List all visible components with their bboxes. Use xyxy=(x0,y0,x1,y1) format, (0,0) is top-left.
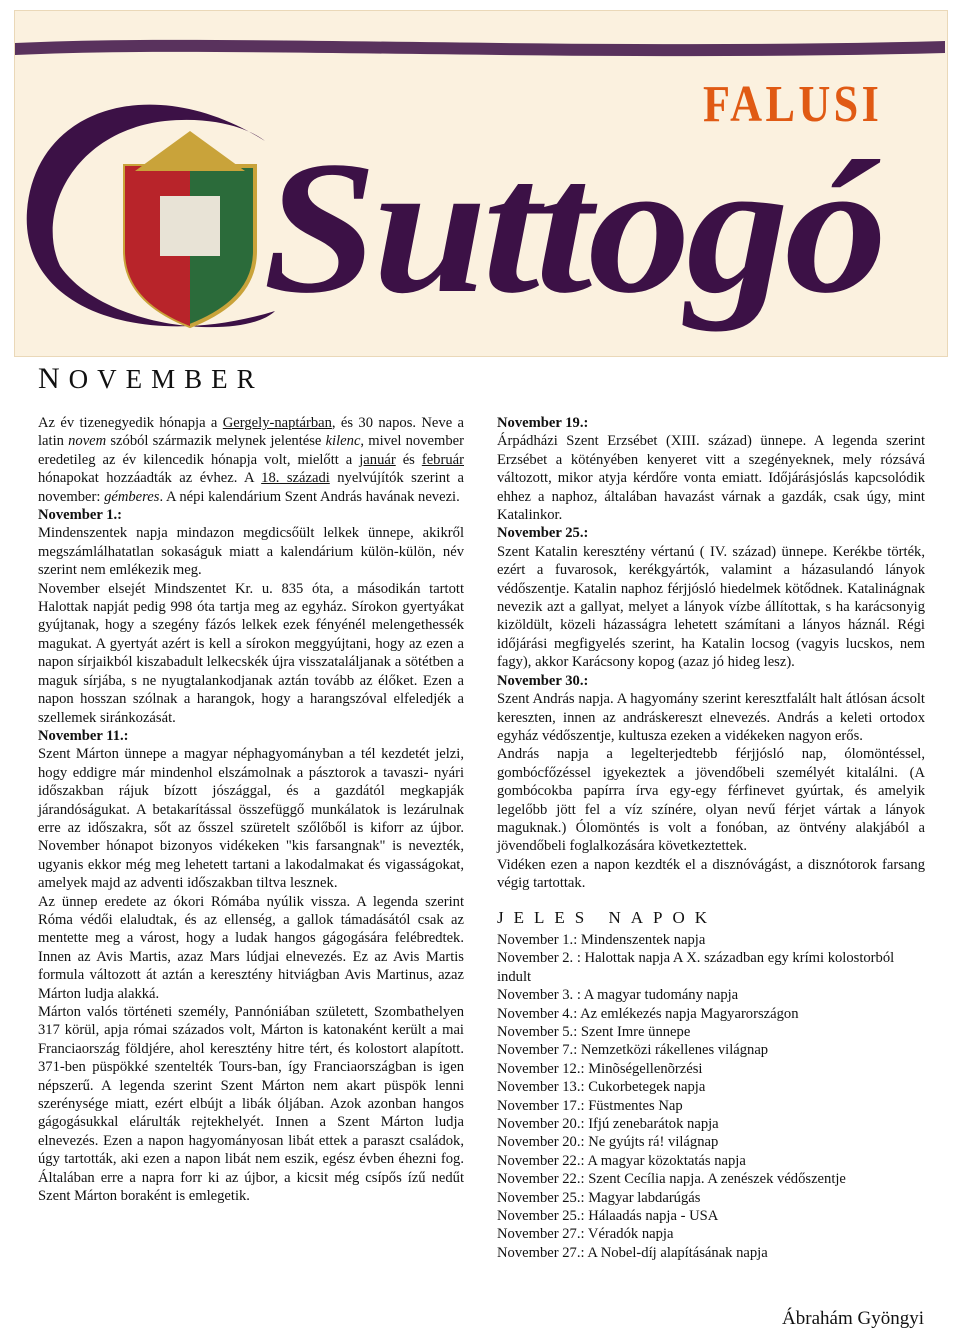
list-item: November 27.: A Nobel-díj alapításának napja xyxy=(497,1244,768,1261)
left-column xyxy=(38,414,464,1205)
intro-paragraph xyxy=(38,414,464,506)
nov30-paragraph-3: Vidéken ezen a napon kezdték el a disznóvágást, a disznótorok farsang végig tartottak. xyxy=(497,856,925,892)
list-item: November 5.: Szent Imre ünnepe xyxy=(497,1024,691,1040)
intro-run[interactable]: Gergely-naptárban xyxy=(222,415,332,431)
nov30-heading: November 30.: xyxy=(497,672,589,689)
right-column xyxy=(497,414,925,1262)
list-item: November 13.: Cukorbetegek napja xyxy=(497,1079,706,1096)
list-item: November 17.: Füstmentes Nap xyxy=(497,1097,683,1114)
intro-run: novem xyxy=(68,433,107,450)
list-item: November 27.: Véradók napja xyxy=(497,1226,674,1243)
nov1-paragraph-1: Mindenszentek napja mindazon megdicsőült lelkek ünnepe, akikről megszámlálhatatlan sokaságuk miatt a kalendárium külön-külön, név szerint nem emlékezik meg. xyxy=(38,525,464,579)
nov11-paragraph-1: Szent Márton ünnepe a magyar néphagyományban a tél kezdetét jelzi, hogy eddigre már mindenhol elszámolnak a pásztorok a tavaszi- nyári időszakban rájuk bízott jószággal, és a gazdától megkapják járandóságukat. A betakarítással összefüggő munkálatok is lezárulnak erre az időszakra, sőt az ősszel szüretelt szőlőből is kiforr az újbor. November hónapot bizonyos vidékeken "kis farsangnak" is nevezték, ugyanis ekkor még meg lehetett tartani a lakodalmakat és vigasságokat, amelyek majd az adventi időszakban tiltva lesznek. xyxy=(38,746,464,892)
intro-run[interactable]: 18. századi xyxy=(261,470,330,487)
list-item: November 22.: Szent Cecília napja. A zenészek védőszentje xyxy=(497,1171,846,1188)
intro-run[interactable]: február xyxy=(421,451,464,468)
nov19-paragraph: Árpádházi Szent Erzsébet (XIII. század) ünnepe. A legenda szerint Erzsébet a kötényében kenyeret vitt a szegényeknek, mely rózsává változott, mikor atyja kérdőre vonta emiatt. Időjárásjóslás kapcsolódik ehhez a naphoz, általában havazást várnak a gazdák, csak úgy, mint Katalinkor. xyxy=(497,433,925,524)
nov25-heading: November 25.: xyxy=(497,525,589,542)
masthead-prefix: FALUSI xyxy=(703,76,883,133)
nov1-paragraph-2: November elsejét Mindszentet Kr. u. 835 óta, a másodikán tartott Halottak napját pedig 998 óta tartja meg az egyház. Sírokon gyertyákat gyújtanak, hogy a szegény fázós lelkek ezek fényénél melengethessék magukat. A gyertyát azért is kell a sírokon meggyújtani, hogy az ezen a napon sírjaikból kiszabadult lelkecskék újra visszataláljanak a sötétben a maguk sírjába, s ne nyugtalankodjanak aztán tovább az élőket. Ezen a napon hosszan szólnak a harangok, hogy a harangszóval elfeledjék a szellemek siránkozását. xyxy=(38,580,464,726)
intro-run: gémberes xyxy=(104,488,160,505)
intro-run: Az év tizenegyedik hónapja a xyxy=(38,415,223,431)
page-title: NOVEMBER xyxy=(38,362,264,395)
intro-run: kilenc xyxy=(325,433,361,450)
nov25-paragraph: Szent Katalin keresztény vértanú ( IV. század) ünnepe. Kerékbe törték, ezért a fuvarosok, kerékgyártók, valamint a házasulandó lányok védőszentje. Katalin naphoz férjjósló hiedelmek kötődnek. Katalinágnak nevezik azt a gallyat, melyet a lányok vízbe állítottak, s ha karácsonyig kizöldült, közeli házasságra lehetett számítani a lányos háznál. Régi időjárási megfigyelés szerint, ha Katalin locsog (vagyis lucskos, nem fagy), akkor Karácsony kopog (azaz jó hideg lesz). xyxy=(497,543,925,671)
intro-run[interactable]: január xyxy=(359,451,396,468)
list-item: November 22.: A magyar közoktatás napja xyxy=(497,1152,746,1169)
list-item: November 3. : A magyar tudomány napja xyxy=(497,987,739,1004)
nov30-paragraph-2: András napja a legelterjedtebb férjjósló nap, ólomöntéssel, gombócfőzéssel igyekeztek a jövendőbeli személyét kitalálni. (A gombócokba papírra írva egy-egy férfinevet gyúrtak, és amelyik legelőbb jött fel a víz színére, olyan nevű férjet vártak a lányok maguknak.) Ólomöntés is volt a fonóban, az öntvény alakjából a jövendőbeli foglalkozására következtettek. xyxy=(497,746,925,855)
masthead-title: Suttogó xyxy=(263,123,883,333)
list-item: November 4.: Az emlékezés napja Magyarországon xyxy=(497,1005,799,1022)
nov11-paragraph-3: Márton valós történeti személy, Pannóniában született, Szombathelyen 317 körül, apja római százados volt, Márton is katonaként került a mai Franciaország földjére, ahol keresztény hitre tért, és kolostort alapított. 371-ben püspökké szentelték Tours-ban, így Franciaországban is igen népszerű. A legenda szerint Szent Márton nem akart püspök lenni szerénysége miatt, ezért elbújt a libák óljában. Azok azonban hangos gágogásukkal elárulták rejtekhelyét. Innen a Szent Márton ludja elnevezés. Ezen a napon hagyományosan libát ettek a paraszt családok, úgy tartották, aki ezen a napon libát nem eszik, egész évben éhezni fog. Általában erre a napra forr ki az újbor, a kicsit még csípős ízű nedűt Szent Márton boraként is emlegetik. xyxy=(38,1004,464,1205)
intro-run: , és 30 napos. Neve a latin xyxy=(38,415,465,450)
masthead xyxy=(14,10,948,357)
list-item: November 7.: Nemzetközi rákellenes világnap xyxy=(497,1042,769,1059)
nov19-heading: November 19.: xyxy=(497,415,589,431)
list-item: November 2. : Halottak napja A X. században egy krími kolostorból indult xyxy=(497,950,895,985)
intro-run: szóból származik melynek jelentése xyxy=(106,433,326,450)
author-signature: Ábrahám Gyöngyi xyxy=(782,1308,924,1329)
list-item: November 12.: Minõségellenõrzési xyxy=(497,1060,703,1077)
jeles-napok-heading: JELES NAPOK xyxy=(497,907,718,927)
nov11-heading: November 11.: xyxy=(38,727,129,744)
list-item: November 20.: Ifjú zenebarátok napja xyxy=(497,1116,719,1133)
intro-run: nyelvújítók szerint a november: xyxy=(38,470,464,505)
nov11-paragraph-2: Az ünnep eredete az ókori Rómába nyúlik vissza. A legenda szerint Róma védői elaludtak, és az ellenség, a gallok támadásától csak az mentette meg a várost, hogy a ludak hangos gágogására felébredtek. Innen az Avis Martis, azaz Mars lúdjai elnevezés. Ez az Avis Martis formula változott át aztán a keresztény hitviágban Avis Martinus, azaz Márton ludja alakká. xyxy=(38,893,464,1002)
logo-top-stroke xyxy=(15,40,945,56)
list-item: November 25.: Magyar labdarúgás xyxy=(497,1189,701,1206)
intro-run: és xyxy=(395,451,422,468)
jeles-napok-list xyxy=(497,931,925,1262)
list-item: November 25.: Hálaadás napja - USA xyxy=(497,1208,719,1225)
intro-run: , mivel november eredetileg az év kilencedik hónapja volt, mielőtt a xyxy=(38,433,464,468)
intro-run: hónapokat hozzáadták az évhez. A xyxy=(38,470,262,487)
nov30-paragraph-1: Szent András napja. A hagyomány szerint keresztfalált halt átlósan ácsolt kereszten, innen az andráskereszt elnevezés. András a keleti ortodox egyház védőszentje, kultusza ezeken a vidékeken nagyon erős. xyxy=(497,691,925,744)
coat-of-arms-icon xyxy=(125,131,255,326)
list-item: November 20.: Ne gyújts rá! világnap xyxy=(497,1134,719,1151)
list-item: November 1.: Mindenszentek napja xyxy=(497,931,706,948)
nov1-heading: November 1.: xyxy=(38,507,123,524)
intro-run: . A népi kalendárium Szent András havának nevezi. xyxy=(159,488,460,505)
